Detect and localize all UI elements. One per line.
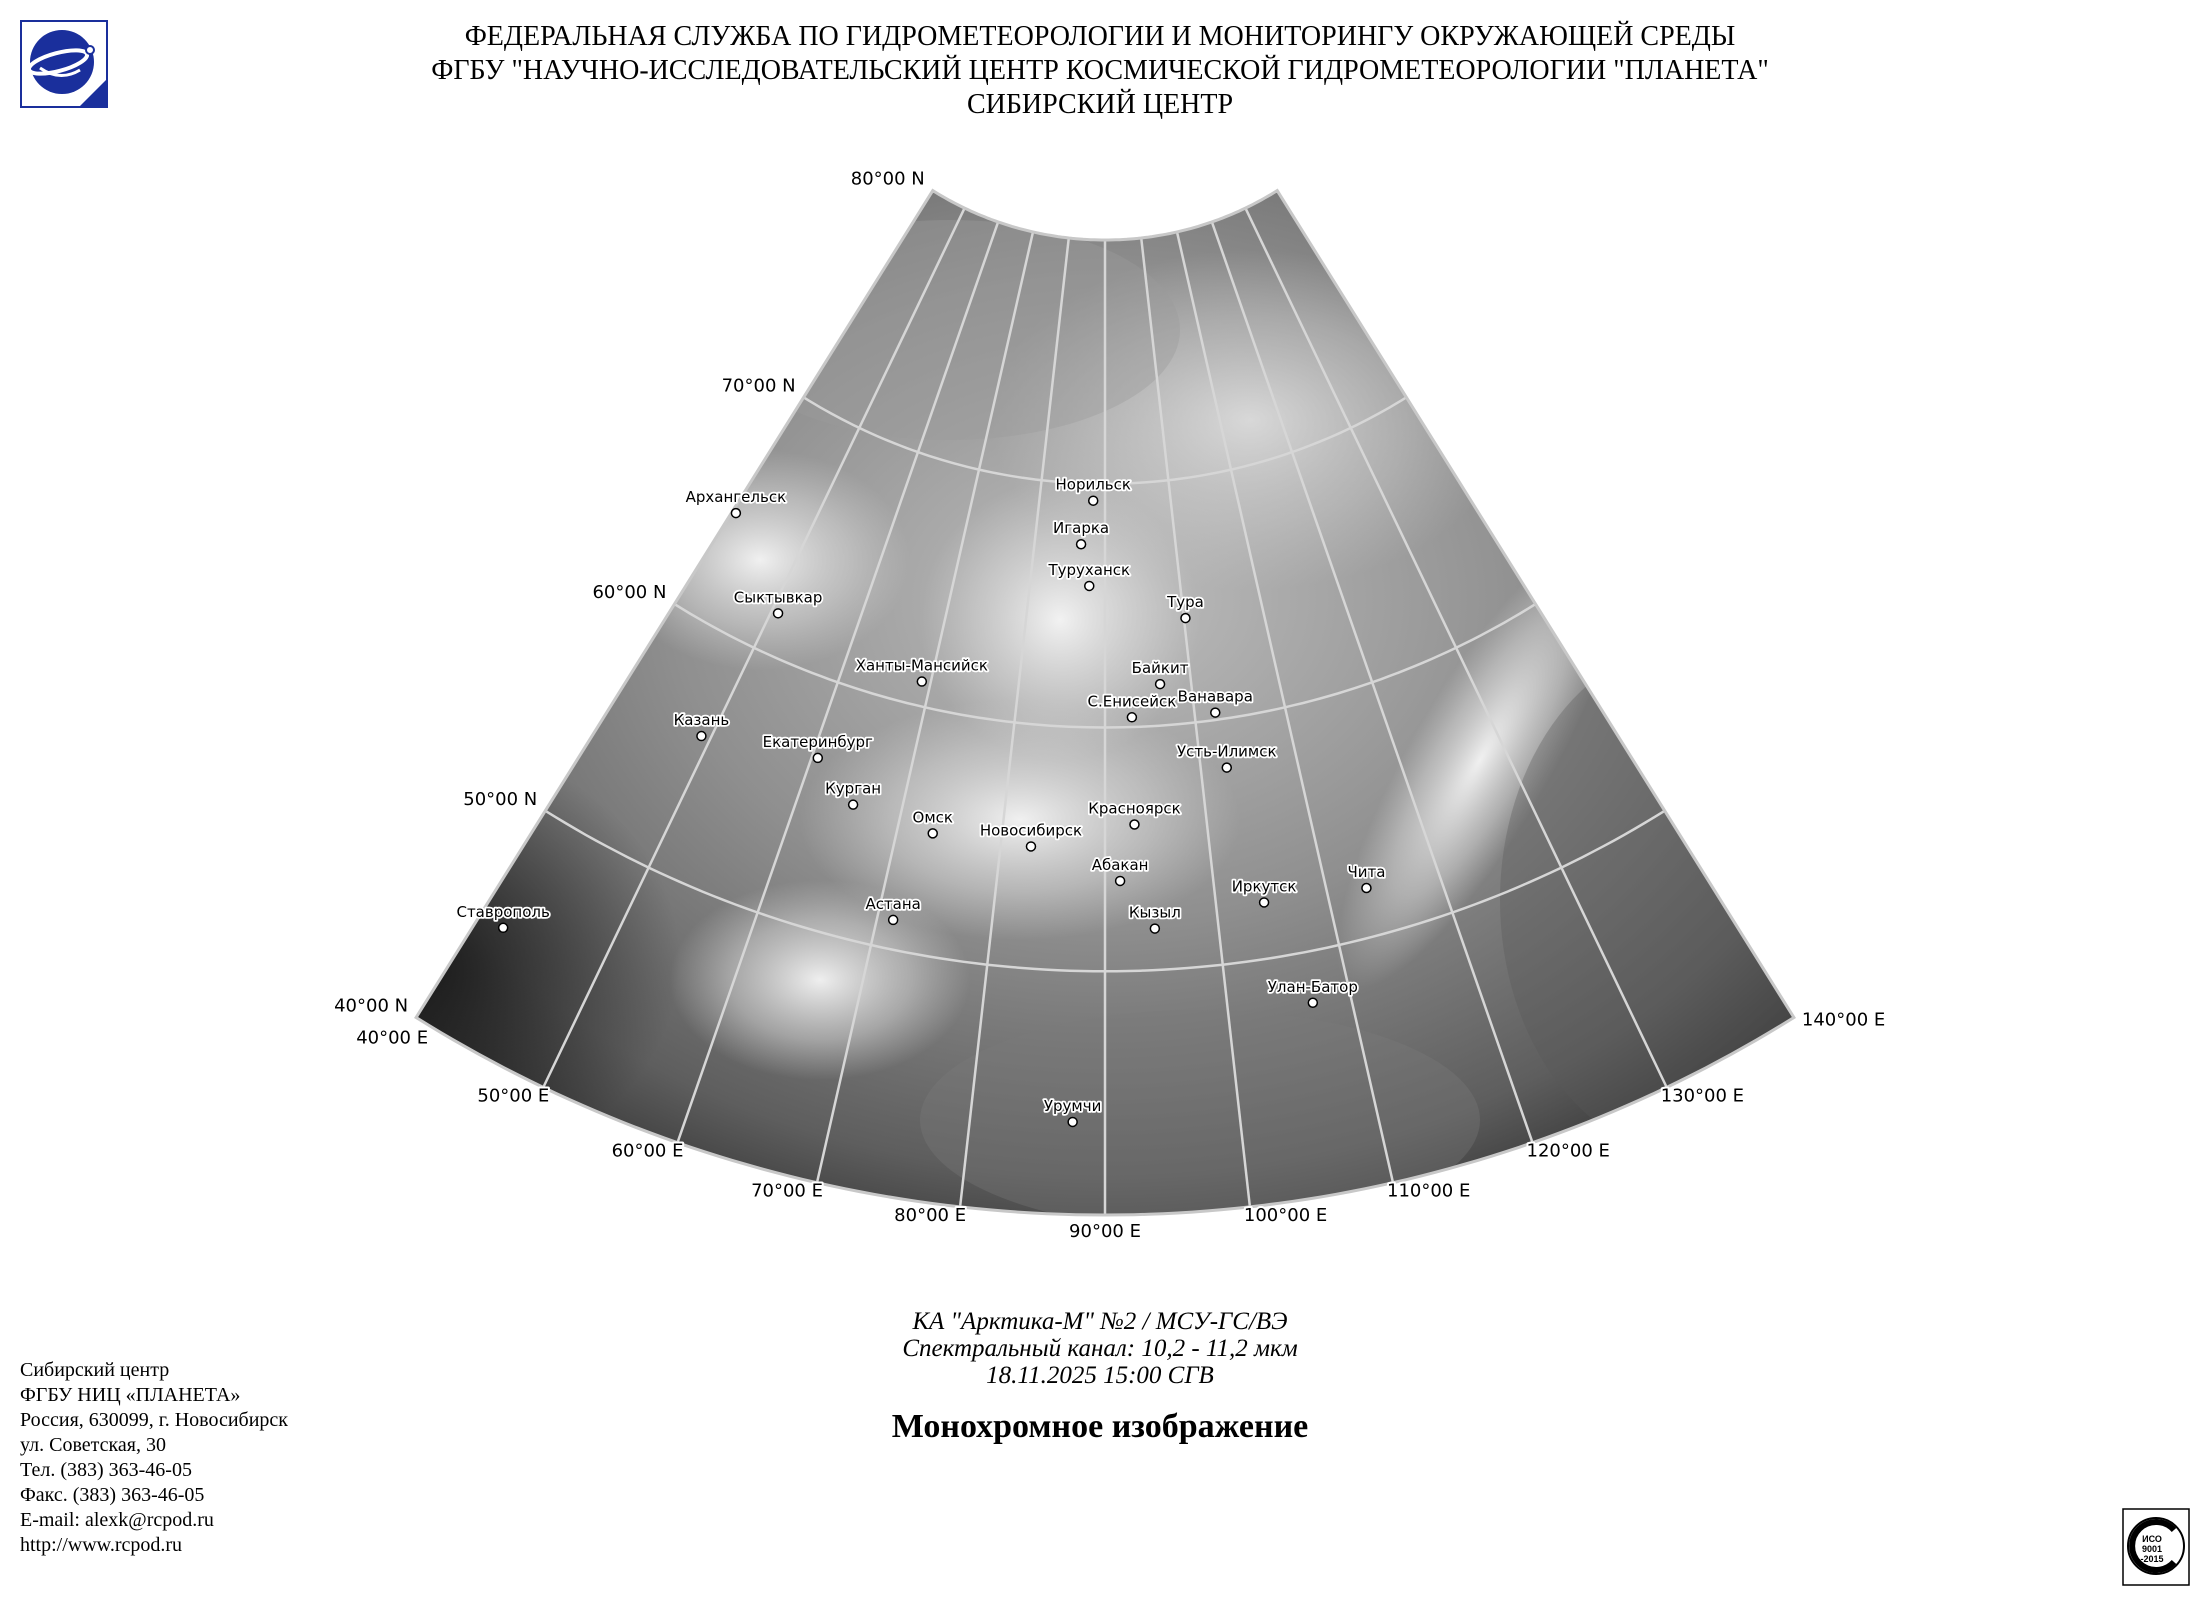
city-dot (697, 732, 706, 741)
city-dot (1150, 924, 1159, 933)
city-label: Иркутск (1231, 877, 1297, 896)
city-label: Игарка (1053, 519, 1110, 538)
city-label: Красноярск (1088, 799, 1181, 818)
city-dot (849, 800, 858, 809)
satellite-imagery (140, 191, 1900, 1230)
city-label: Ванавара (1177, 687, 1253, 706)
city-label: Курган (825, 779, 882, 798)
longitude-label: 80°00 E (894, 1204, 967, 1226)
contact-block (20, 1358, 288, 1558)
latitude-label: 40°00 N (334, 995, 409, 1017)
contact-fax: Факс. (383) 363-46-05 (20, 1484, 205, 1506)
iso-text-2: 9001 (2141, 1544, 2163, 1554)
longitude-label: 50°00 E (477, 1085, 550, 1107)
longitude-label: 130°00 E (1660, 1085, 1745, 1107)
longitude-label: 70°00 E (751, 1180, 823, 1202)
contact-line-1: Сибирский центр (20, 1359, 170, 1381)
city-dot (1362, 883, 1371, 892)
city-dot (928, 829, 937, 838)
latitude-label: 60°00 N (592, 582, 667, 604)
city-dot (1222, 763, 1231, 772)
city-dot (813, 753, 822, 762)
image-type-title: Монохромное изображение (891, 1408, 1309, 1445)
city-label: Абакан (1091, 855, 1149, 874)
city-dot (889, 915, 898, 924)
city-label: Архангельск (685, 488, 787, 507)
latitude-label: 50°00 N (463, 788, 538, 810)
longitude-label: 120°00 E (1526, 1140, 1610, 1162)
longitude-label: 40°00 E (356, 1027, 429, 1049)
iso-text-3: -2015 (2140, 1554, 2164, 1564)
city-label: Чита (1347, 862, 1386, 881)
city-dot (1116, 876, 1125, 885)
city-label: С.Енисейск (1087, 692, 1177, 711)
city-dot (1068, 1117, 1077, 1126)
longitude-label: 60°00 E (611, 1140, 684, 1162)
city-dot (731, 509, 740, 518)
contact-phone: Тел. (383) 363-46-05 (20, 1459, 192, 1481)
contact-line-3: Россия, 630099, г. Новосибирск (20, 1409, 289, 1431)
city-dot (1130, 820, 1139, 829)
city-dot (917, 677, 926, 686)
city-label: Усть-Илимск (1176, 742, 1277, 761)
city-label: Ставрополь (456, 902, 550, 921)
city-dot (1308, 998, 1317, 1007)
city-label: Кызыл (1128, 903, 1181, 922)
city-dot (1026, 842, 1035, 851)
longitude-label: 90°00 E (1069, 1221, 1141, 1242)
city-label: Новосибирск (979, 821, 1083, 840)
city-label: Туруханск (1048, 560, 1131, 579)
header-line-3: СИБИРСКИЙ ЦЕНТР (966, 89, 1234, 120)
city-dot (1085, 581, 1094, 590)
latitude-label: 70°00 N (721, 375, 796, 397)
city-dot (1211, 708, 1220, 717)
city-dot (1260, 898, 1269, 907)
contact-line-4: ул. Советская, 30 (20, 1434, 166, 1456)
caption-satellite: КА "Арктика-М" №2 / МСУ-ГС/ВЭ (912, 1308, 1288, 1335)
city-label: Байкит (1131, 659, 1189, 678)
city-label: Урумчи (1043, 1096, 1102, 1115)
caption-channel: Спектральный канал: 10,2 - 11,2 мкм (902, 1335, 1298, 1362)
longitude-label: 100°00 E (1243, 1204, 1328, 1226)
city-dot (1077, 540, 1086, 549)
city-dot (1089, 496, 1098, 505)
city-label: Тура (1167, 593, 1204, 612)
contact-email[interactable]: E-mail: alexk@rcpod.ru (20, 1509, 214, 1531)
contact-web[interactable]: http://www.rcpod.ru (20, 1534, 183, 1556)
latitude-label: 80°00 N (850, 168, 925, 190)
city-dot (1156, 680, 1165, 689)
longitude-label: 110°00 E (1387, 1180, 1471, 1202)
city-dot (1181, 614, 1190, 623)
city-dot (499, 923, 508, 932)
city-label: Екатеринбург (762, 732, 873, 751)
image-caption (0, 1308, 2200, 1389)
caption-datetime: 18.11.2025 15:00 СГВ (986, 1362, 1214, 1389)
city-label: Астана (865, 894, 921, 913)
city-label: Казань (673, 711, 730, 730)
iso-certification-badge (2122, 1508, 2190, 1586)
header-line-2: ФГБУ "НАУЧНО-ИССЛЕДОВАТЕЛЬСКИЙ ЦЕНТР КОСМИЧЕСКОЙ ГИДРОМЕТЕОРОЛОГИИ "ПЛАНЕТА" (431, 55, 1769, 86)
header-line-1: ФЕДЕРАЛЬНАЯ СЛУЖБА ПО ГИДРОМЕТЕОРОЛОГИИ И МОНИТОРИНГУ ОКРУЖАЮЩЕЙ СРЕДЫ (464, 21, 1736, 52)
city-label: Омск (912, 808, 953, 827)
iso-text-1: ИСО (2142, 1534, 2162, 1544)
city-label: Сыктывкар (733, 588, 823, 607)
longitude-label: 140°00 E (1801, 1009, 1886, 1031)
city-dot (1127, 713, 1136, 722)
city-label: Норильск (1055, 475, 1131, 494)
city-label: Улан-Батор (1267, 977, 1358, 996)
city-label: Ханты-Мансийск (855, 656, 988, 675)
city-dot (774, 609, 783, 618)
contact-line-2: ФГБУ НИЦ «ПЛАНЕТА» (20, 1384, 241, 1406)
